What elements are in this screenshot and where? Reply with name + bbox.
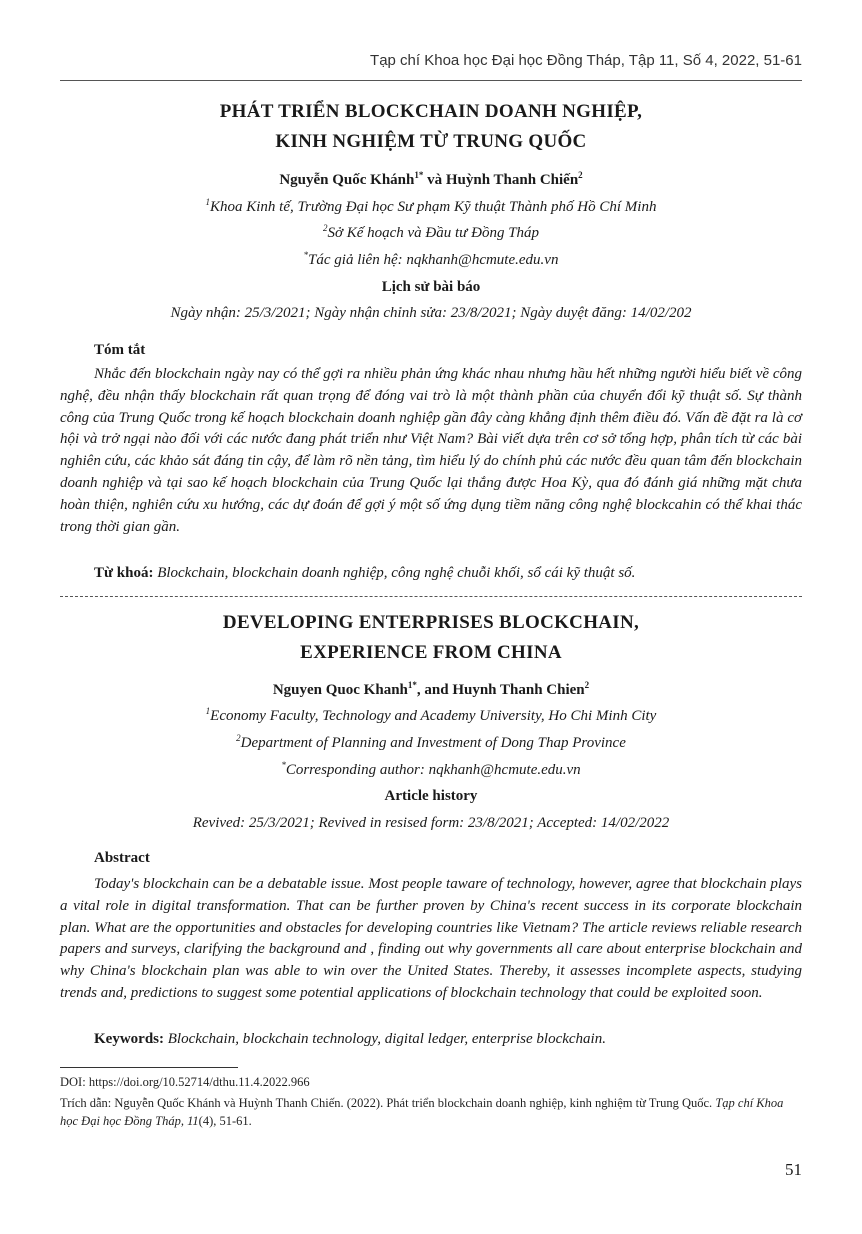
- en-corresponding-marker: *: [281, 760, 286, 770]
- page-number: 51: [785, 1160, 802, 1179]
- vi-history-heading: Lịch sử bài báo: [381, 279, 481, 295]
- vi-keywords-values: Blockchain, blockchain doanh nghiệp, công nghệ chuỗi khối, sổ cái kỹ thuật số.: [157, 565, 636, 581]
- vi-affiliation-1-marker: 1: [205, 197, 210, 207]
- vi-corresponding-text: Tác giả liên hệ: nqkhanh@hcmute.edu.vn: [308, 252, 559, 268]
- citation-suffix: (4), 51-61.: [198, 1114, 252, 1128]
- en-affiliation-2-marker: 2: [236, 733, 241, 743]
- en-affiliation-1-marker: 1: [205, 706, 211, 716]
- vi-authors: [60, 170, 802, 190]
- en-corresponding-text: Corresponding author: nqkhanh@hcmute.edu.vn: [285, 762, 581, 778]
- citation-journal: Tạp chí Khoa học Đại học Đồng Tháp, 11: [60, 1096, 784, 1128]
- vi-author-1-marker: 1*: [414, 170, 424, 180]
- en-history-heading: Article history: [384, 788, 478, 804]
- en-title-line-2: EXPERIENCE FROM CHINA: [300, 642, 562, 663]
- doi-footnote: DOI: https://doi.org/10.52714/dthu.11.4.2022.966: [60, 1075, 310, 1089]
- vi-title-line-2: KINH NGHIỆM TỪ TRUNG QUỐC: [275, 131, 587, 152]
- vi-affiliation-1: [60, 197, 802, 217]
- vi-history-dates: Ngày nhận: 25/3/2021; Ngày nhận chỉnh sửa: 23/8/2021; Ngày duyệt đăng: 14/02/202: [170, 305, 692, 321]
- running-header: Tạp chí Khoa học Đại học Đồng Tháp, Tập 11, Số 4, 2022, 51-61: [370, 52, 802, 69]
- en-keywords-label: Keywords:: [94, 1031, 164, 1047]
- vi-author-2-marker: 2: [578, 170, 583, 180]
- en-keywords: [94, 1029, 802, 1049]
- en-abstract-heading: Abstract: [94, 850, 150, 866]
- en-author-2: Huynh Thanh Chien: [452, 682, 585, 698]
- en-corresponding-author: [60, 760, 802, 780]
- en-author-join: , and: [416, 682, 453, 698]
- en-authors: [60, 680, 802, 700]
- vi-affiliation-2-text: Sở Kế hoạch và Đầu tư Đồng Tháp: [327, 225, 540, 241]
- en-affiliation-2-text: Department of Planning and Investment of Dong Thap Province: [240, 735, 626, 751]
- en-keywords-values: Blockchain, blockchain technology, digital ledger, enterprise blockchain.: [167, 1031, 606, 1047]
- en-author-1-marker: 1*: [407, 680, 417, 690]
- citation-prefix: Trích dẫn: Nguyễn Quốc Khánh và Huỳnh Thanh Chiến. (2022). Phát triển blockchain doanh nghiệp, kinh nghiệm từ Trung Quốc.: [60, 1096, 716, 1110]
- en-author-1: Nguyen Quoc Khanh: [272, 682, 408, 698]
- vi-affiliation-2: [60, 223, 802, 243]
- en-affiliation-1-text: Economy Faculty, Technology and Academy University, Ho Chi Minh City: [210, 708, 657, 724]
- header-rule: [60, 80, 802, 81]
- vi-author-2: Huỳnh Thanh Chiến: [445, 172, 579, 188]
- vi-keywords-label: Từ khoá:: [94, 565, 154, 581]
- vi-affiliation-2-marker: 2: [322, 223, 328, 233]
- vi-keywords: [94, 563, 802, 583]
- citation-footnote: [60, 1094, 802, 1130]
- en-affiliation-2: [60, 733, 802, 753]
- section-divider: [60, 596, 802, 597]
- vi-author-join: và: [423, 172, 446, 188]
- vi-title-line-1: PHÁT TRIỂN BLOCKCHAIN DOANH NGHIỆP,: [219, 101, 643, 122]
- vi-abstract-heading: Tóm tắt: [94, 342, 146, 358]
- vi-author-1: Nguyễn Quốc Khánh: [279, 172, 415, 188]
- vi-corresponding-marker: *: [303, 250, 309, 260]
- en-abstract-text: Today's blockchain can be a debatable issue. Most people taware of technology, however, agree that blockchain plays a vital role in digital transformation. That can be further proven by China's recent success in its corporate blockchain plan. What are the opportunities and obstacles for developing countries like Vietnam? The article reviews reliable research papers and surveys, clarifying the background and , finding out why governments all care about enterprise blockchain and why China's blockchain plan was able to win over the United States. Thereby, it assesses incomplete aspects, studying trends and, predictions to suggest some potential applications of blockchain technology that could be exploited soon.: [60, 876, 802, 1001]
- en-author-2-marker: 2: [584, 680, 590, 690]
- en-title-line-1: DEVELOPING ENTERPRISES BLOCKCHAIN,: [222, 612, 640, 633]
- vi-affiliation-1-text: Khoa Kinh tế, Trường Đại học Sư phạm Kỹ thuật Thành phố Hồ Chí Minh: [210, 199, 657, 215]
- vi-abstract-text: Nhắc đến blockchain ngày nay có thể gợi ra nhiều phản ứng khác nhau nhưng hầu hết những người hiểu biết về công nghệ, đều nhận thấy blockchain rất quan trọng để đóng vai trò là một thành phần của chuyển đổi kỹ thuật số. Sự thành công của Trung Quốc trong kế hoạch blockchain doanh nghiệp gần đây càng khẳng định thêm điều đó. Vấn đề đặt ra là cơ hội và trở ngại nào đối với các nước đang phát triển như Việt Nam? Bài viết dựa trên cơ sở tổng hợp, phân tích từ các bài nghiên cứu, các khảo sát đáng tin cậy, để làm rõ nền tảng, tìm hiểu lý do chính phủ các nước đều quan tâm đến blockchain doanh nghiệp và tại sao kế hoạch blockchain của Trung Quốc lại thắng được Hoa Kỳ, qua đó đánh giá những mặt chưa hoàn thiện, nghiên cứu xu hướng, các dự đoán để gợi ý một số ứng dụng tiềm năng công nghệ blockcahin có thể khai thác trong thời gian gần.: [60, 366, 802, 535]
- en-affiliation-1: [60, 706, 802, 726]
- footnote-rule: [60, 1067, 238, 1068]
- en-history-dates: Revived: 25/3/2021; Revived in resised form: 23/8/2021; Accepted: 14/02/2022: [192, 815, 670, 831]
- vi-corresponding-author: [60, 250, 802, 270]
